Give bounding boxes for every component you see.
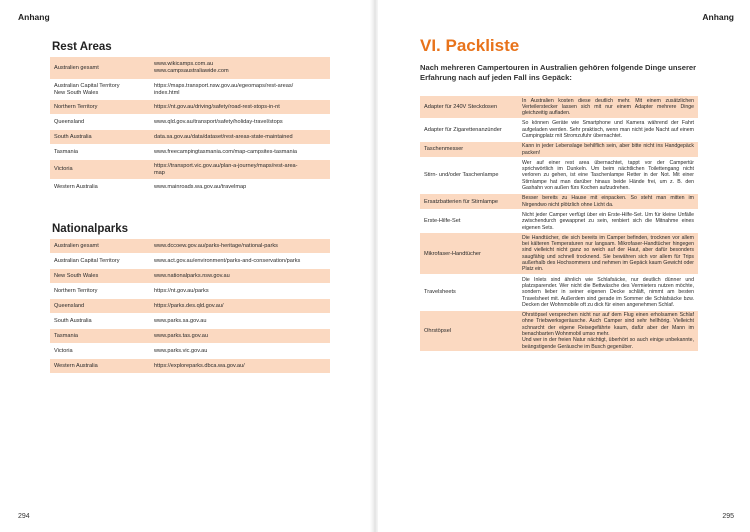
url-link[interactable]: www.wikicamps.com.au www.campsaustraliawide.com — [150, 57, 330, 79]
url-link[interactable]: www.nationalparks.nsw.gov.au — [150, 269, 330, 283]
region-cell: Queensland — [50, 299, 150, 313]
table-row — [50, 239, 330, 253]
table-row — [50, 284, 330, 298]
region-cell: Australien gesamt — [50, 57, 150, 79]
item-note-cell: So können Geräte wie Smartphone und Kamera während der Fahrt aufgeladen werden. Sehr praktisch, wenn man nicht jede Nacht auf einem Campingplatz mit Stromzufuhr übernachtet. — [518, 119, 698, 141]
packliste-row — [420, 142, 698, 158]
packliste-row — [420, 158, 698, 192]
url-link[interactable]: www.act.gov.au/environment/parks-and-conservation/parks — [150, 254, 330, 268]
url-link[interactable]: www.dccoew.gov.au/parks-heritage/national-parks — [150, 239, 330, 253]
region-cell: Australien gesamt — [50, 239, 150, 253]
region-cell: Western Australia — [50, 180, 150, 194]
item-note-cell: Die Handtücher, die sich bereits im Camper befinden, trocknen vor allem bei kälteren Temperaturen nur langsam. Mikrofaser-Handtücher hingegen sind vielleicht nicht ganz so weich auf der Haut, aber dafür besonders saugfähig und schnell trocknend. Sie bewähren sich vor allem für Trips außerhalb des Hochsommers und nehmen im Gepäck kaum Gewicht oder Platz ein. — [518, 233, 698, 274]
item-name-cell: Ersatzbatterien für Stirnlampe — [420, 194, 518, 210]
region-cell: Queensland — [50, 115, 150, 129]
item-name-cell: Travelsheets — [420, 275, 518, 309]
region-cell: Tasmania — [50, 329, 150, 343]
item-name-cell: Adapter für Zigarettenanzünder — [420, 119, 518, 141]
table-row — [50, 80, 330, 99]
item-note-cell: Die Inlets sind ähnlich wie Schlafsäcke, nur deutlich dünner und platzsparender. Wer nicht die Bettwäsche des Vermieters nutzen möchte, sondern lieber in seiner eigenen Decke schläft, nimmt am besten Travelsheet mit. Außerdem sind gerade im Sommer die Schlafsäcke bzw. Decken der Wohnmobile oft zu dick für einen angenehmen Schlaf. — [518, 275, 698, 309]
item-note-cell: Kann in jeder Lebenslage behilflich sein, aber bitte nicht ins Handgepäck packen! — [518, 142, 698, 158]
table-row — [50, 359, 330, 373]
url-link[interactable]: https://maps.transport.nsw.gov.au/egeomaps/rest-areas/ index.html — [150, 80, 330, 99]
region-cell: New South Wales — [50, 269, 150, 283]
table-row — [50, 254, 330, 268]
table-row — [50, 57, 330, 79]
nationalparks-table — [50, 238, 330, 374]
item-note-cell: In Australien kosten diese deutlich mehr. Mit einem zusätzlichen Verteilerstecker lassen sich mit nur einem Adapter mehrere Dinge gleichzeitig aufladen. — [518, 96, 698, 118]
table-row — [50, 145, 330, 159]
region-cell: Northern Territory — [50, 100, 150, 114]
url-link[interactable]: www.freecampingtasmania.com/map-campsites-tasmania — [150, 145, 330, 159]
item-note-cell: Wer auf einer rest area übernachtet, tappt vor der Campertür sprichwörtlich im Dunkeln. Um beim nächtlichen Toilettengang nicht verloren zu gehen, ist eine Taschenlampe Retter in der Not. Mit einer Stirnlampe hat man darüber hinaus beide Hände frei, um z. B. den Gashahn von außen fürs Kochen aufzudrehen. — [518, 158, 698, 192]
table-row — [50, 130, 330, 144]
url-link[interactable]: https://parks.des.qld.gov.au/ — [150, 299, 330, 313]
table-row — [50, 100, 330, 114]
item-note-cell: Ohrstöpsel versprechen nicht nur auf dem Flug einen erholsamen Schlaf ohne Triebwerksgeräusche. Auch Camper sind sehr hellhörig. Vielleicht schnarcht der eigene Reisegefährte kaum, dafür aber der Mann im benachbarten Wohnmobil umso mehr. Und wer in der freien Natur nächtigt, überhört so auch einige unbekannte, beängstigende Geräusche im Busch gegenüber. — [518, 311, 698, 352]
region-cell: Victoria — [50, 344, 150, 358]
item-name-cell: Taschenmesser — [420, 142, 518, 158]
page-number-left: 294 — [18, 513, 30, 520]
url-link[interactable]: https://nt.gov.au/parks — [150, 284, 330, 298]
url-link[interactable]: https://nt.gov.au/driving/safety/road-rest-stops-in-nt — [150, 100, 330, 114]
page-number-right: 295 — [722, 513, 734, 520]
packliste-row — [420, 275, 698, 309]
table-row — [50, 269, 330, 283]
region-cell: South Australia — [50, 130, 150, 144]
packliste-table — [420, 95, 698, 352]
table-row — [50, 180, 330, 194]
url-link[interactable]: www.qld.gov.au/transport/safety/holiday-travel/stops — [150, 115, 330, 129]
region-cell: Northern Territory — [50, 284, 150, 298]
rest-areas-table — [50, 56, 330, 195]
packliste-row — [420, 96, 698, 118]
packliste-row — [420, 210, 698, 232]
url-link[interactable]: https://exploreparks.dbca.wa.gov.au/ — [150, 359, 330, 373]
left-page — [0, 0, 372, 532]
url-link[interactable]: www.parks.sa.gov.au — [150, 314, 330, 328]
packliste-title: VI. Packliste — [420, 36, 520, 55]
table-row — [50, 160, 330, 179]
item-name-cell: Stirn- und/oder Taschenlampe — [420, 158, 518, 192]
running-header-left: Anhang — [18, 12, 50, 22]
item-name-cell: Erste-Hilfe-Set — [420, 210, 518, 232]
region-cell: Western Australia — [50, 359, 150, 373]
packliste-row — [420, 233, 698, 274]
url-link[interactable]: https://transport.vic.gov.au/plan-a-journey/maps/rest-area- map — [150, 160, 330, 179]
table-row — [50, 115, 330, 129]
packliste-row — [420, 311, 698, 352]
item-name-cell: Adapter für 240V Steckdosen — [420, 96, 518, 118]
table-row — [50, 329, 330, 343]
region-cell: Australian Capital Territory New South Wales — [50, 80, 150, 99]
region-cell: Tasmania — [50, 145, 150, 159]
table-row — [50, 344, 330, 358]
packliste-row — [420, 119, 698, 141]
packliste-intro: Nach mehreren Campertouren in Australien gehören folgende Dinge unserer Erfahrung nach auf jeden Fall ins Gepäck: — [420, 63, 697, 82]
item-note-cell: Nicht jeder Camper verfügt über ein Erste-Hilfe-Set. Um für kleine Unfälle zwischendurch gewappnet zu sein, renbiert sich die Mitnahme eines eigenen Sets. — [518, 210, 698, 232]
rest-areas-heading: Rest Areas — [52, 41, 112, 53]
nationalparks-heading: Nationalparks — [52, 223, 129, 235]
item-name-cell: Mikrofaser-Handtücher — [420, 233, 518, 274]
url-link[interactable]: data.sa.gov.au/data/dataset/rest-areas-state-maintained — [150, 130, 330, 144]
url-link[interactable]: www.parks.vic.gov.au — [150, 344, 330, 358]
table-row — [50, 314, 330, 328]
running-header-right: Anhang — [702, 12, 734, 22]
url-link[interactable]: www.mainroads.wa.gov.au/travelmap — [150, 180, 330, 194]
packliste-row — [420, 194, 698, 210]
url-link[interactable]: www.parks.tas.gov.au — [150, 329, 330, 343]
region-cell: South Australia — [50, 314, 150, 328]
item-note-cell: Besser bereits zu Hause mit einpacken. So steht man mitten im Nirgendwo nicht plötzlich ohne Licht da. — [518, 194, 698, 210]
region-cell: Australian Capital Territory — [50, 254, 150, 268]
table-row — [50, 299, 330, 313]
region-cell: Victoria — [50, 160, 150, 179]
item-name-cell: Ohrstöpsel — [420, 311, 518, 352]
